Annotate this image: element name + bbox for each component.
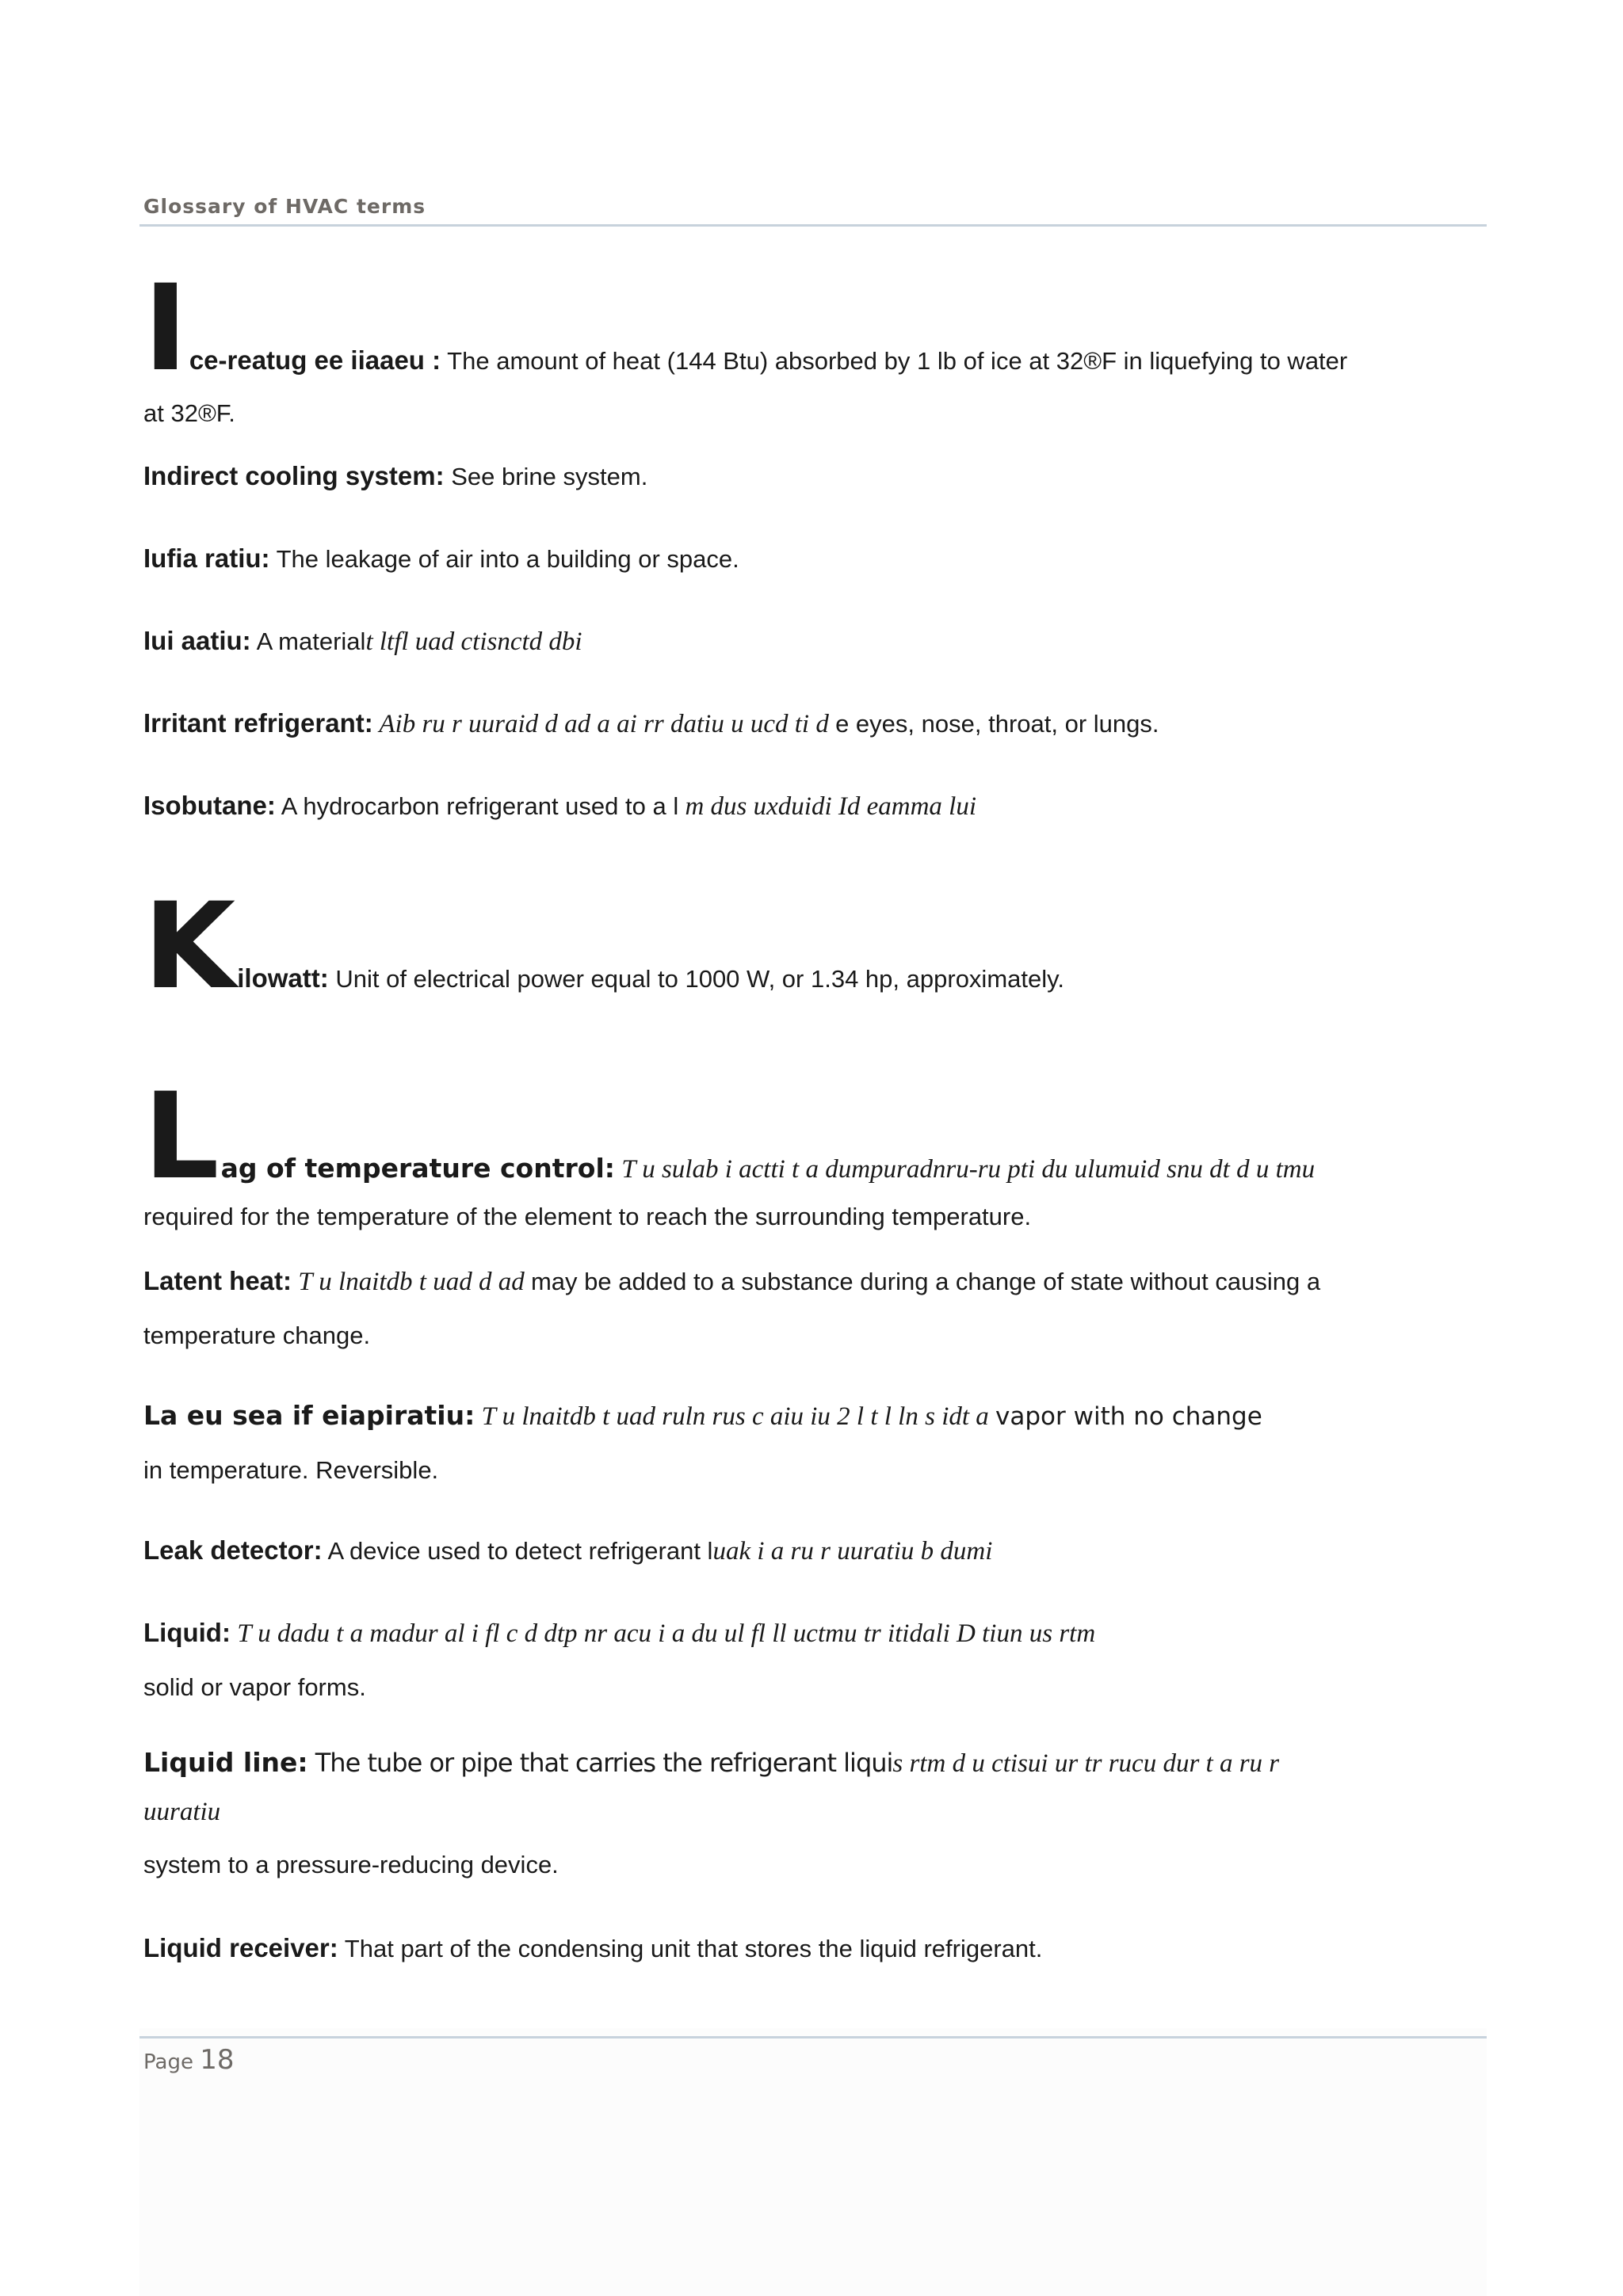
entry-term: La eu sea if eiapiratiu: (143, 1400, 475, 1431)
entry-garbled-text: T u lnaitdb t uad d ad (292, 1268, 531, 1296)
glossary-entry-irritant (143, 696, 1496, 752)
entry-definition: A material (250, 627, 366, 655)
dropcap-k: K (143, 878, 236, 1016)
entry-term: Isobutane: (143, 791, 276, 820)
entry-term: Liquid: (143, 1618, 231, 1647)
entry-garbled-text: uuratiu (143, 1798, 221, 1826)
entry-definition: A device used to detect refrigerant l (322, 1537, 713, 1565)
header-divider (139, 224, 1487, 227)
entry-garbled-text: s rtm d u ctisui ur tr rucu dur t a ru r (892, 1749, 1280, 1778)
entry-definition: A hydrocarbon refrigerant used to a l (275, 792, 679, 820)
glossary-entry-laeu (143, 1388, 1496, 1444)
glossary-entry-liquid-line (143, 1743, 1496, 1783)
entry-continuation: required for the temperature of the element to reach the surrounding temperature. (143, 1203, 1032, 1230)
entry-definition: The tube or pipe that carries the refrigerant liqui (307, 1748, 893, 1778)
entry-garbled-text: T u lnaitdb t uad ruln rus c aiu iu 2 l t l ln s idt a (475, 1402, 996, 1431)
entry-definition: That part of the condensing unit that stores the liquid refrigerant. (338, 1935, 1043, 1962)
entry-definition: The leakage of air into a building or space. (269, 545, 739, 573)
glossary-entry-leak (143, 1523, 1496, 1579)
entry-term: Liquid receiver: (143, 1933, 338, 1962)
entry-definition: vapor with no change (995, 1402, 1262, 1431)
entry-term: Iui aatiu: (143, 626, 251, 655)
glossary-entry-iufia (143, 531, 1496, 587)
entry-term: Irritant refrigerant: (143, 708, 373, 738)
page-bottom-shade (139, 2028, 1487, 2296)
glossary-entry-latent (143, 1253, 1496, 1310)
entry-term: Iufia ratiu: (143, 543, 270, 573)
page-number (143, 2044, 234, 2076)
entry-term: ce-reatug ee iiaaeu : (189, 345, 441, 375)
entry-continuation: at 32®F. (143, 399, 235, 427)
entry-continuation: system to a pressure-reducing device. (143, 1851, 559, 1878)
entry-term: ilowatt: (237, 963, 329, 993)
glossary-entry-liquid (143, 1605, 1496, 1661)
entry-continuation: in temperature. Reversible. (143, 1456, 439, 1484)
entry-definition: See brine system. (444, 463, 648, 490)
page-label: Page (143, 2050, 193, 2074)
entry-continuation: solid or vapor forms. (143, 1673, 366, 1701)
glossary-entry-ice (143, 260, 1496, 417)
glossary-entry-indirect (143, 448, 1496, 505)
entry-garbled-text: Aib ru r uuraid d ad a ai rr datiu u ucd ti d (372, 710, 836, 738)
entry-term: ag of temperature control: (220, 1153, 615, 1184)
glossary-entry-liquid-receiver (143, 1920, 1496, 1977)
glossary-entry-kilowatt (143, 878, 1496, 1035)
entry-garbled-text: T u sulab i actti t a dumpuradnru-ru pti du ulumuid snu dt d u tmu (614, 1155, 1316, 1184)
entry-garbled-text: t ltfl uad ctisnctd dbi (365, 627, 582, 656)
dropcap-l: L (143, 1068, 220, 1206)
entry-garbled-text: m dus uxduidi Id eamma lui (678, 792, 977, 821)
entry-definition: The amount of heat (144 Btu) absorbed by 1 lb of ice at 32®F in liquefying to water (441, 347, 1348, 375)
entry-continuation: temperature change. (143, 1322, 371, 1349)
entry-term: Leak detector: (143, 1535, 323, 1565)
footer-divider (139, 2036, 1487, 2039)
entry-definition: e eyes, nose, throat, or lungs. (835, 710, 1159, 738)
dropcap-i: I (143, 260, 188, 398)
entry-garbled-text: uak i a ru r uuratiu b dumi (712, 1537, 993, 1566)
page-number-value: 18 (200, 2044, 235, 2076)
entry-term: Latent heat: (143, 1266, 292, 1295)
entry-definition: Unit of electrical power equal to 1000 W, or 1.34 hp, approximately. (328, 965, 1064, 993)
entry-garbled-text: T u dadu t a madur al i fl c d dtp nr acu i a du ul fl ll uctmu tr itidali D tiun us rtm (230, 1619, 1096, 1648)
glossary-entry-iui (143, 613, 1496, 669)
entry-term: Indirect cooling system: (143, 461, 445, 490)
glossary-entry-liquid-line-wrap (143, 1792, 1496, 1832)
glossary-entry-isobutane (143, 778, 1496, 834)
entry-definition: may be added to a substance during a change of state without causing a (530, 1268, 1321, 1295)
page-header-title: Glossary of HVAC terms (143, 195, 426, 218)
entry-term: Liquid line: (143, 1747, 308, 1778)
